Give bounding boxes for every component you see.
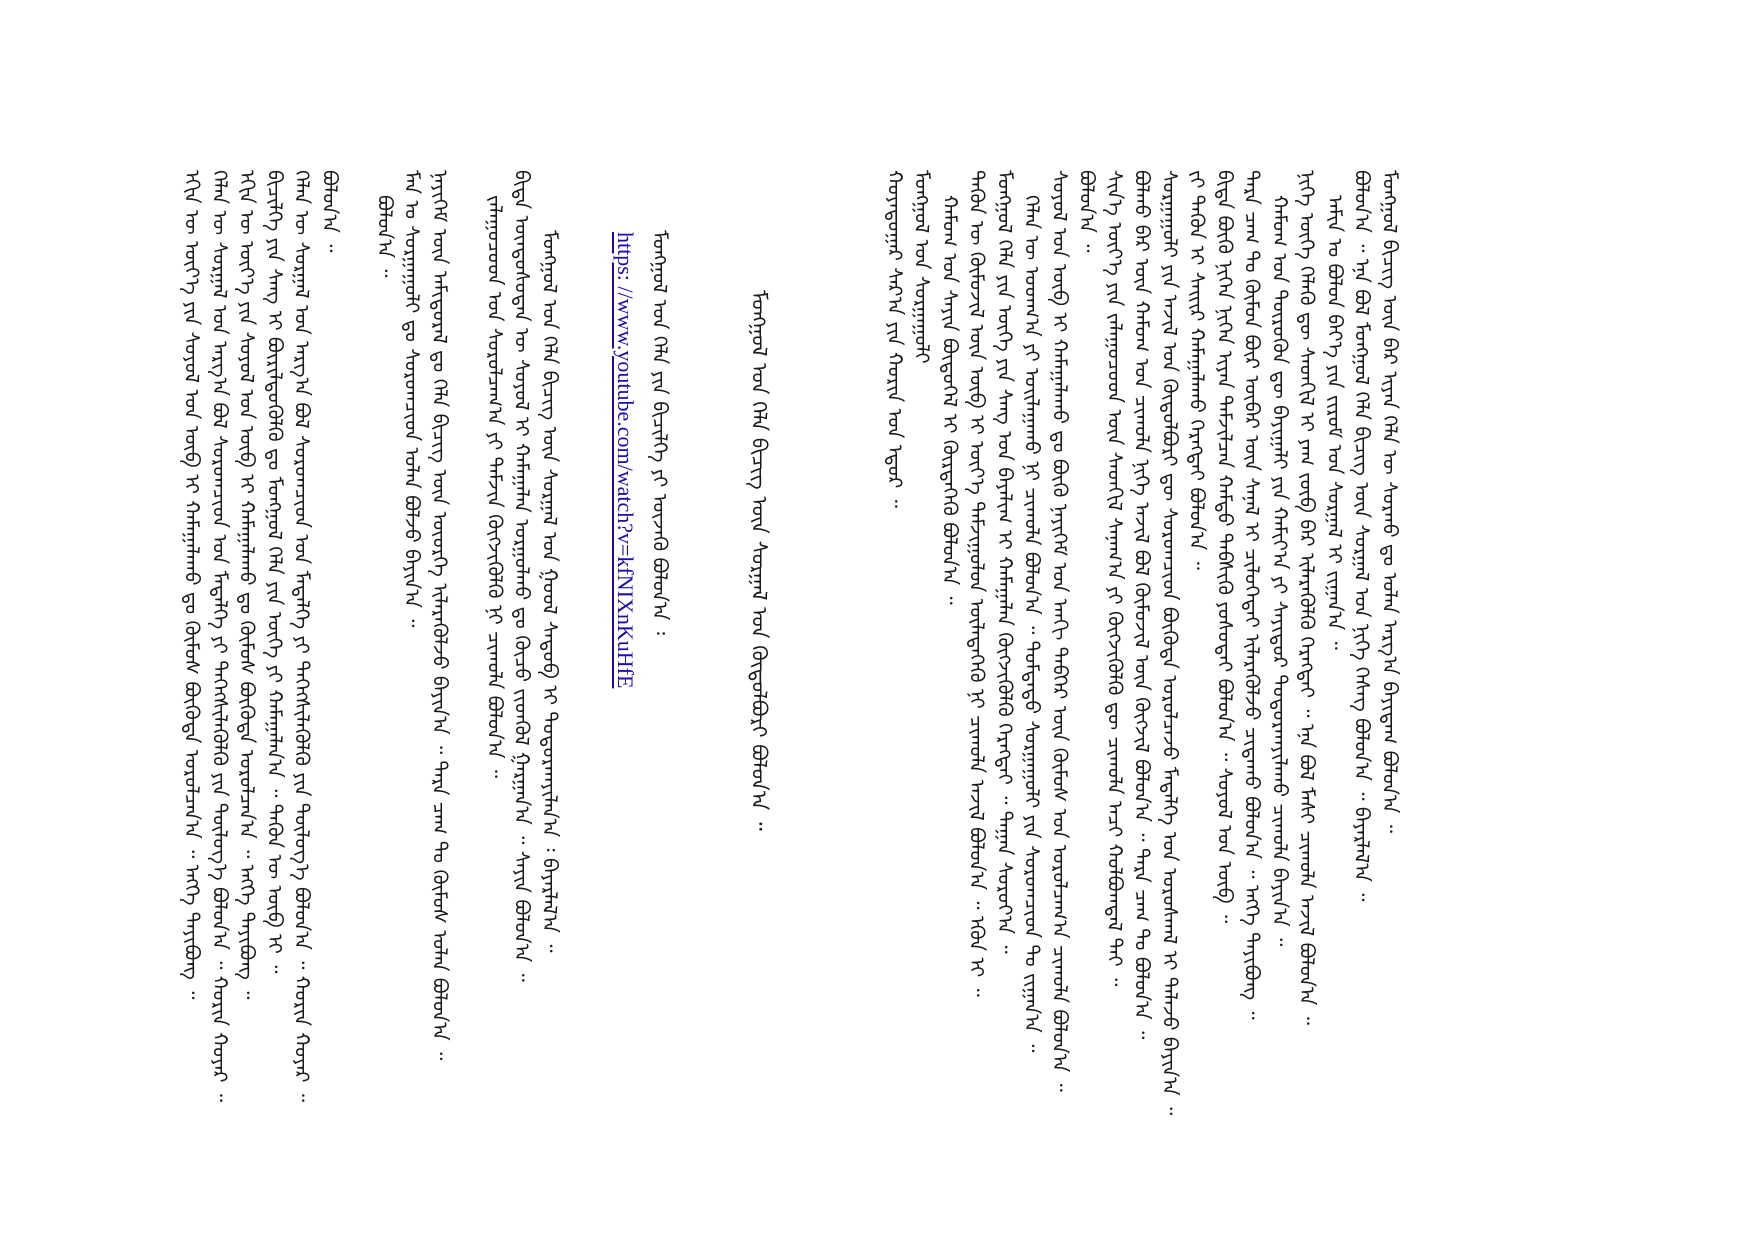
text-column: ᠰᠢᠨ᠎ᠡ ᠦᠶ᠎ᠡ ᠶᠢᠨ ᠵᠠᠯᠠᠭᠤᠴᠤᠳ ᠦᠨ ᠰᠡᠳᠬᠢᠯ ᠰᠠᠨᠠᠭ᠎ᠠ ᠶᠢ ᠬᠥᠭᠵᠢᠭᠦᠯᠬᠦ ᠳᠦ ᠴᠢᠬᠤᠯᠠ ᠠᠴᠢ ᠬᠣᠯᠪᠣᠭᠳᠠᠯ ᠲᠠᠢ ᠃ [1103,170,1127,987]
text-column: ᠠᠮᠢᠨ ᠤ ᠪᠣᠯᠤᠨ ᠪᠡᠶ᠎ᠡ ᠶᠢᠨ ᠵᠢᠷᠤᠮ ᠤᠨ ᠰᠤᠷᠭᠠᠯ ᠢ ᠵᠢᠭᠠᠨ᠎ᠠ ᠃ [1323,195,1347,650]
youtube-link[interactable]: https: //www.youtube.com/watch?v=kfNIXnKuHfE [613,232,638,689]
text-column: ᠵᠢ ᠲᠡᠭᠦᠨ ᠢ ᠰᠠᠢᠢᠷ ᠬᠠᠮᠠᠭᠠᠯᠠᠬᠤ ᠬᠡᠷᠡᠭᠲᠡᠢ ᠪᠣᠯᠤᠨ᠎ᠠ ᠃ [1185,170,1209,570]
text-column: ᠲᠡᠭᠦᠨ ᠦ ᠬᠦᠮᠦᠵᠢᠯ ᠦᠨ ᠥᠪ ᠢ ᠦᠶ᠎ᠡ ᠳᠠᠮᠵᠢᠭᠤᠯᠤᠨ ᠦᠯᠡᠳᠡᠭᠡᠬᠦ ᠨᠢ ᠴᠢᠬᠤᠯᠠ ᠠᠵᠢᠯ ᠪᠣᠯᠤᠨ᠎ᠠ ᠃ ᠡᠭᠦᠨ ᠢ ᠃ [965,170,989,997]
text-column: ᠮᠠᠨ ᠤ ᠰᠤᠷᠭᠠᠭᠤᠯᠢ ᠳᠤ ᠰᠤᠷᠤᠭᠴᠢᠳ ᠣᠯᠠᠨ ᠪᠣᠯᠵᠤ ᠪᠠᠶᠢᠨ᠎ᠠ ᠃ [400,170,424,628]
text-column: ᠬᠠᠮᠤᠭ ᠤᠨ ᠰᠠᠶᠢᠨ ᠪᠦᠲᠦᠭᠡᠯ ᠢ ᠬᠦᠷᠲᠡᠭᠡᠬᠦ ᠪᠣᠯᠤᠨ᠎ᠠ ᠃ [938,195,962,605]
text-column: ᠨᠡᠶᠢᠭᠡᠮ ᠦᠨ ᠠᠮᠢᠳᠤᠷᠠᠯ ᠳᠤ ᠬᠡᠯᠡ ᠪᠢᠴᠢᠭ ᠦᠨ ᠦᠦᠷᠭᠡ ᠢᠯᠡᠷᠡᠭᠦᠯᠵᠦ ᠪᠠᠶᠢᠨ᠎ᠠ ᠃ ᠲᠡᠷᠡ ᠴᠠᠭ ᠲᠤ ᠬᠦᠮᠦᠰ ᠣᠯᠠᠨ ᠪᠣᠯᠤᠨ᠎ᠠ ᠃ [428,170,452,1061]
text-column: ᠲᠡᠷᠡ ᠴᠠᠭ ᠲᠤ ᠬᠦᠮᠦᠨ ᠪᠦᠷ ᠥᠪᠡᠷ ᠦᠨ ᠰᠠᠨᠠᠯ ᠢ ᠴᠢᠯᠦᠭᠡᠲᠡᠢ ᠢᠯᠡᠷᠡᠭᠦᠯᠵᠦ ᠴᠢᠳᠠᠬᠤ ᠪᠣᠯᠤᠨ᠎ᠠ ᠃ ᠡᠩᠬᠡ ᠲᠠᠶᠢᠪᠤᠩ ᠃ [1240,170,1264,1020]
text-column: ᠪᠣᠯᠤᠨ᠎ᠠ ᠃ [318,170,342,253]
text-column: ᠬᠡᠯᠡᠨ ᠦ ᠰᠤᠷᠭᠠᠯ ᠤᠨ ᠠᠷᠭ᠎ᠠ ᠪᠣᠯ ᠰᠤᠷᠤᠭᠴᠢᠳ ᠤᠨ ᠮᠡᠳᠡᠯᠭᠡ ᠶᠢ ᠳᠡᠭᠡᠭᠰᠢᠯᠡᠭᠦᠯᠬᠦ ᠶᠢᠨ ᠲᠥᠯᠥᠭ᠎ᠡ ᠪᠣᠯᠤᠨ᠎ᠠ ᠃ ᠬᠣᠷᠢᠨ ᠬᠣᠶᠠᠷ ᠃ [208,170,232,1102]
text-column: ᠮᠣᠩᠭᠣᠯ ᠤᠨ ᠰᠤᠷᠭᠠᠭᠤᠯᠢ [910,170,934,364]
text-column: ᠬᠠᠮᠤᠭ ᠤᠨ ᠲᠦᠷᠦᠭᠦᠨ ᠳᠦ ᠪᠠᠶᠢᠭᠠᠯᠢ ᠶᠢᠨ ᠬᠠᠮᠢᠶ᠎ᠠ ᠶᠢ ᠰᠠᠶᠢᠲᠤᠷ ᠲᠣᠳᠤᠷᠬᠠᠶᠢᠯᠠᠬᠤ ᠴᠢᠬᠤᠯᠠ ᠪᠠᠶᠢᠨ᠎ᠠ ᠃ [1268,195,1292,947]
text-column: ᠪᠢᠳᠡ ᠪᠦᠬᠦ ᠨᠢᠭᠡᠨ ᠨᠢᠭᠡᠨ ᠢᠶᠡᠨ ᠳᠡᠮᠵᠢᠯᠴᠡᠨ ᠬᠠᠮᠲᠤ ᠳᠡᠪᠰᠢᠬᠦ ᠶᠣᠰᠣᠲᠠᠢ ᠪᠣᠯᠤᠨ᠎ᠠ ᠃ ᠰᠣᠶᠣᠯ ᠤᠨ ᠥᠪ ᠃ [1213,170,1237,924]
text-column: ᠡᠬᠢᠨ ᠦ ᠦᠶ᠎ᠡ ᠶᠢᠨ ᠰᠣᠶᠣᠯ ᠤᠨ ᠥᠪ ᠢ ᠬᠠᠮᠠᠭᠠᠯᠠᠬᠤ ᠳᠤ ᠬᠦᠮᠦᠰ ᠪᠦᠭᠦᠳᠡ ᠣᠷᠣᠯᠴᠠᠨ᠎ᠠ ᠃ ᠡᠩᠬᠡ ᠲᠠᠶᠢᠪᠤᠩ ᠃ [180,170,204,1000]
text-column: ᠪᠢᠳᠡ ᠦᠨᠳᠦᠰᠦᠲᠡᠨ ᠦ ᠰᠣᠶᠣᠯ ᠢ ᠬᠠᠮᠠᠭᠠᠯᠠᠨ ᠤᠷᠭᠤᠯᠬᠤ ᠳᠤ ᠬᠦᠴᠦ ᠵᠢᠳᠬᠦᠯ ᠭᠠᠷᠭᠠᠨ᠎ᠠ ᠃ ᠰᠠᠶᠢᠨ ᠪᠣᠯᠤᠨ᠎ᠠ ᠃ [510,170,534,982]
text-column: ᠪᠣᠯᠤᠨ᠎ᠠ ᠃ [373,195,397,278]
text-column: ᠮᠣᠩᠭᠣᠯ ᠤᠨ ᠬᠡᠯᠡ ᠪᠢᠴᠢᠭ ᠦᠨ ᠰᠤᠷᠭᠠᠯ ᠤᠨ ᠭᠣᠣᠯ ᠰᠡᠳᠦᠪ ᠢ ᠲᠣᠳᠤᠷᠬᠠᠶᠢᠯᠠᠨ᠎ᠠ ᠄ ᠪᠠᠶᠠᠷᠯᠠᠯ᠎ᠠ ᠃ [538,230,562,953]
text-column: ᠬᠡᠯᠡᠨ ᠦ ᠤᠳᠬ᠎ᠠ ᠶᠢ ᠣᠢᠯᠠᠭᠠᠬᠤ ᠨᠢ ᠴᠢᠬᠤᠯᠠ ᠪᠣᠯᠤᠨ᠎ᠠ ᠃ ᠳᠤᠮᠳᠠᠳᠤ ᠰᠤᠷᠭᠠᠭᠤᠯᠢ ᠶᠢᠨ ᠰᠤᠷᠤᠭᠴᠢᠳ ᠲᠤ ᠵᠢᠭᠠᠨ᠎ᠠ ᠃ [1020,195,1044,1053]
text-column: ᠪᠢᠴᠢᠯᠭᠡ ᠶᠢᠨ ᠰᠠᠩ ᠢ ᠪᠦᠷᠢᠯᠳᠦᠭᠦᠯᠬᠦ ᠳᠤ ᠮᠣᠩᠭᠣᠯ ᠬᠡᠯᠡ ᠶᠢᠨ ᠦᠭᠡ ᠶᠢ ᠬᠠᠮᠠᠭᠠᠯᠠᠨ᠎ᠠ ᠃ ᠲᠡᠭᠦᠨ ᠦ ᠥᠪ ᠢ ᠃ [263,170,287,974]
date-line: ᠬᠣᠶᠠᠳᠤᠭᠠᠷ ᠰᠠᠷ᠎ᠠ ᠶᠢᠨ ᠬᠣᠷᠢᠨ ᠤᠨ ᠡᠳᠦᠷ ᠃ [883,170,907,508]
text-column: ᠰᠤᠷᠭᠠᠭᠤᠯᠢ ᠶᠢᠨ ᠠᠵᠢᠯ ᠤᠨ ᠬᠥᠲᠥᠯᠪᠦᠷᠢ ᠳᠦ ᠰᠤᠷᠤᠭᠴᠢᠳ ᠪᠦᠭᠦᠳᠡ ᠣᠷᠣᠯᠴᠠᠵᠤ ᠮᠡᠳᠡᠯᠭᠡ ᠤᠨ ᠤᠷᠤᠰᠬᠠᠯ ᠢ ᠲᠡᠯᠡᠵᠦ ᠪᠠᠶᠢᠨ᠎ᠠ ᠃ [1158,170,1182,1116]
text-column: ᠪᠣᠯᠬᠤ ᠪᠡᠷ ᠦᠨ ᠬᠠᠮᠤᠭ ᠤᠨ ᠴᠢᠬᠤᠯᠠ ᠨᠢᠭᠡ ᠠᠵᠢᠯ ᠪᠣᠯ ᠬᠦᠮᠦᠵᠢᠯ ᠦᠨ ᠬᠥᠭᠵᠢᠯ ᠪᠣᠯᠤᠨ᠎ᠠ ᠃ ᠲᠡᠷᠡ ᠴᠠᠭ ᠲᠤ ᠪᠣᠯᠤᠨ᠎ᠠ ᠃ [1130,170,1154,1040]
text-column: ᠡᠬᠢᠨ ᠦ ᠦᠶ᠎ᠡ ᠶᠢᠨ ᠰᠣᠶᠣᠯ ᠤᠨ ᠥᠪ ᠢ ᠬᠠᠮᠠᠭᠠᠯᠠᠬᠤ ᠳᠤ ᠬᠦᠮᠦᠰ ᠪᠦᠭᠦᠳᠡ ᠣᠷᠣᠯᠴᠠᠨ᠎ᠠ ᠃ ᠡᠩᠬᠡ ᠲᠠᠶᠢᠪᠤᠩ ᠃ [235,170,259,1000]
section-title: ᠮᠣᠩᠭᠣᠯ ᠤᠨ ᠬᠡᠯᠡ ᠪᠢᠴᠢᠭ ᠦᠨ ᠰᠤᠷᠭᠠᠯ ᠤᠨ ᠬᠥᠲᠥᠯᠪᠦᠷᠢ ᠪᠣᠯᠤᠨ᠎ᠠ ᠃ [747,290,771,831]
text-column: ᠪᠣᠯᠤᠨ᠎ᠠ ᠃ ᠡᠨᠡ ᠪᠣᠯ ᠮᠣᠩᠭᠣᠯ ᠬᠡᠯᠡ ᠪᠢᠴᠢᠭ ᠦᠨ ᠰᠤᠷᠭᠠᠯ ᠤᠨ ᠨᠢᠭᠡ ᠬᠡᠰᠡᠭ ᠪᠣᠯᠤᠨ᠎ᠠ ᠃ ᠪᠠᠶᠠᠷᠯᠠᠯ᠎ᠠ ᠃ [1350,170,1374,902]
text-column: ᠬᠡᠯᠡᠨ ᠦ ᠰᠤᠷᠭᠠᠯ ᠤᠨ ᠠᠷᠭ᠎ᠠ ᠪᠣᠯ ᠰᠤᠷᠤᠭᠴᠢᠳ ᠤᠨ ᠮᠡᠳᠡᠯᠭᠡ ᠶᠢ ᠳᠡᠭᠡᠭᠰᠢᠯᠡᠭᠦᠯᠬᠦ ᠶᠢᠨ ᠲᠥᠯᠥᠭ᠎ᠡ ᠪᠣᠯᠤᠨ᠎ᠠ ᠃ ᠬᠣᠷᠢᠨ ᠬᠣᠶᠠᠷ ᠃ [290,170,314,1102]
link-caption: ᠮᠣᠩᠭᠣᠯ ᠤᠨ ᠬᠡᠯᠡ ᠶᠢᠨ ᠪᠢᠴᠢᠯᠭᠡ ᠶᠢ ᠦᠵᠡᠬᠦ ᠪᠣᠯᠤᠨ᠎ᠠ ᠄ [648,230,672,635]
text-column: ᠰᠣᠶᠣᠯ ᠤᠨ ᠥᠪ ᠢ ᠬᠠᠮᠠᠭᠠᠯᠠᠬᠤ ᠳᠤ ᠪᠦᠬᠦ ᠨᠡᠶᠢᠭᠡᠮ ᠤᠨ ᠠᠨᠭᠢ ᠳᠡᠪᠬᠡᠷ ᠦᠨ ᠬᠦᠮᠦᠰ ᠤᠨ ᠣᠷᠣᠯᠴᠠᠭ᠎ᠠ ᠴᠢᠬᠤᠯᠠ ᠪᠣᠯᠤᠨ᠎ᠠ ᠃ [1048,170,1072,1092]
text-column: ᠵᠠᠯᠠᠭᠤᠴᠤᠳ ᠤᠨ ᠰᠤᠷᠤᠯᠴᠠᠭ᠎ᠠ ᠶᠢ ᠳᠡᠮᠵᠢᠨ ᠬᠥᠭᠵᠢᠭᠦᠯᠬᠦ ᠨᠢ ᠴᠢᠬᠤᠯᠠ ᠪᠣᠯᠤᠨ᠎ᠠ ᠃ [483,195,507,779]
text-column: ᠪᠣᠯᠤᠨ᠎ᠠ ᠃ [1075,170,1099,253]
text-column: ᠨᠢᠭᠡ ᠦᠭᠡ ᠬᠡᠯᠡᠬᠦ ᠳᠦ ᠰᠡᠳᠬᠢᠯ ᠢ ᠶᠠᠭ ᠵᠥᠪ ᠪᠠᠷ ᠢᠯᠡᠷᠡᠭᠦᠯᠬᠦ ᠬᠡᠷᠡᠭᠲᠡᠢ ᠃ ᠡᠨᠡ ᠪᠣᠯ ᠮᠠᠰᠢ ᠴᠢᠬᠤᠯᠠ ᠠᠵᠢᠯ ᠪᠣᠯᠤᠨ᠎ᠠ ᠃ [1295,170,1319,1026]
text-column: ᠮᠣᠩᠭᠣᠯ ᠬᠡᠯᠡ ᠶᠢᠨ ᠦᠭᠡ ᠶᠢᠨ ᠰᠠᠩ ᠤᠨ ᠪᠠᠶᠠᠯᠢᠭ ᠢ ᠬᠠᠮᠠᠭᠠᠯᠠᠨ ᠬᠥᠭᠵᠢᠭᠦᠯᠬᠦ ᠬᠡᠷᠡᠭᠲᠡᠢ ᠃ ᠳᠠᠭᠠᠨ ᠰᠤᠷᠤᠶ᠎ᠠ ᠃ [993,170,1017,954]
text-column: ᠮᠣᠩᠭᠣᠯ ᠪᠢᠴᠢᠭ ᠦᠨ ᠪᠠᠷ ᠢᠶᠠᠨ ᠬᠡᠯᠡ ᠦ ᠰᠤᠷᠬᠤ ᠳᠤ ᠣᠯᠠᠨ ᠠᠷᠭ᠎ᠠ ᠪᠠᠶᠢᠳᠠᠭ ᠪᠣᠯᠤᠨ᠎ᠠ ᠃ [1378,170,1402,834]
